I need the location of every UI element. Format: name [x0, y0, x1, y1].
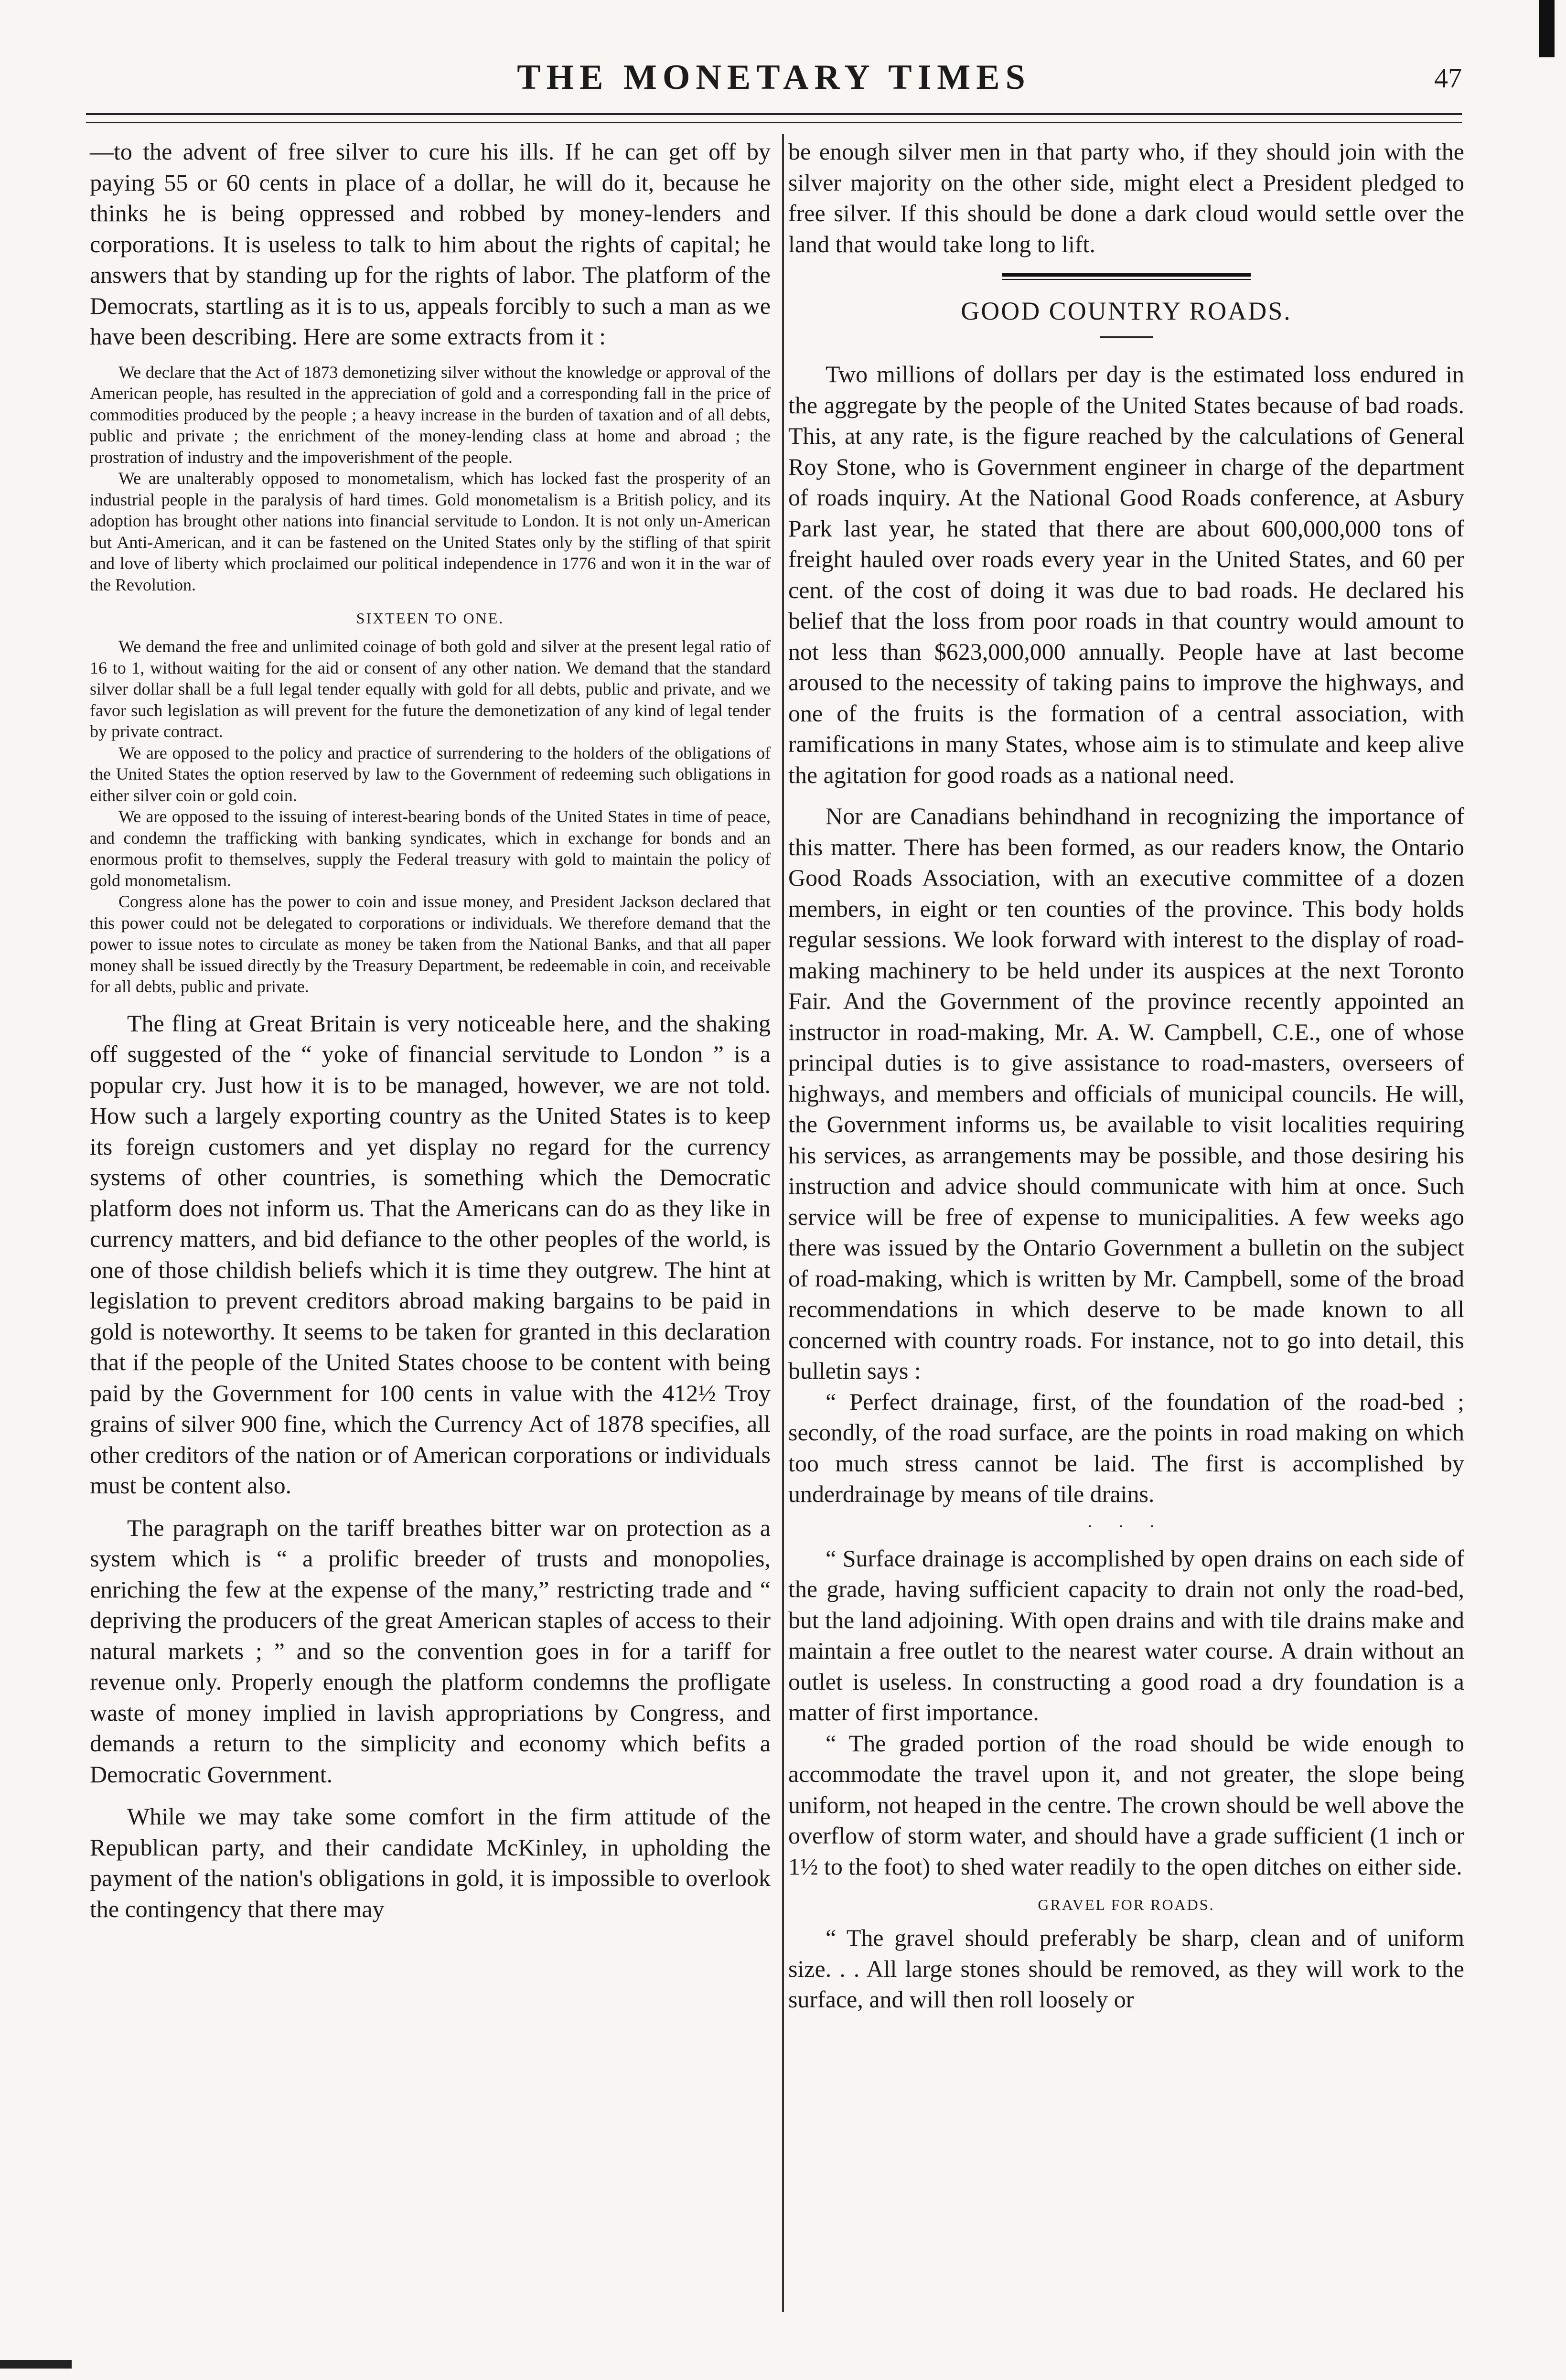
ornament-thick-rule — [1002, 273, 1251, 277]
page-number: 47 — [1434, 63, 1462, 94]
platform-quote-5: We are opposed to the issuing of interest-bearing bonds of the United States in time of peace, and condemn the trafficking with banking syndicates, which in exchange for bonds and an enormous profit to themselves, supply the Federal treasury with gold to maintain the policy of gold monometalism. — [90, 807, 771, 890]
column-divider — [782, 134, 784, 2312]
header-rule-thick — [86, 113, 1462, 115]
paragraph-canadians: Nor are Canadians behindhand in recognizing the importance of this matter. There has been formed, as our readers know, the Ontario Good Roads Association, with an executive committee of a dozen members, in eight or ten counties of the province. This body holds regular sessions. We look forward with interest to the display of road-making machinery to be held under its auspices at the next Toronto Fair. And the Government of the province recently appointed an instructor in road-making, Mr. A. W. Campbell, C.E., one of whose principal duties is to give assistance to road-masters, overseers of highways, and members and officials of municipal councils. He will, the Government informs us, be available to visit localities requiring his services, as arrangements may be possible, and those desiring his instruction and advice should communicate with him at once. Such service will be free of expense to municipalities. A few weeks ago there was issued by the Ontario Government a bulletin on the subject of road-making, which is written by Mr. Campbell, some of the broad recommendations in which deserve to be made known to all concerned with country roads. For instance, not to go into detail, this bulletin says : — [788, 803, 1464, 1384]
bulletin-quote-4: “ The gravel should preferably be sharp, clean and of uniform size. . . All large stones should be removed, as they will work to the surface, and will then roll loosely or — [788, 1924, 1464, 2013]
subhead-gravel-for-roads: GRAVEL FOR ROADS. — [1038, 1896, 1215, 1913]
bulletin-quote-1: “ Perfect drainage, first, of the foundation of the road-bed ; secondly, of the road surface, are the points in road making on which too much stress cannot be laid. The first is accomplished by underdrainage by means of tile drains. — [788, 1388, 1464, 1507]
platform-quote-3: We demand the free and unlimited coinage of both gold and silver at the present legal ratio of 16 to 1, without waiting for the aid or consent of any other nation. We demand that the standard silver dollar shall be a full legal tender equally with gold for all debts, public and private, and we favor such legislation as will prevent for the future the demonetization of any kind of legal tender by private contract. — [90, 637, 771, 741]
right-column — [788, 136, 1464, 2015]
bulletin-quote-2: “ Surface drainage is accomplished by open drains on each side of the grade, having sufficient capacity to drain not only the road-bed, but the land adjoining. With open drains and with tile drains make and maintain a free outlet to the nearest water course. A drain without an outlet is useless. In constructing a good road a dry foundation is a matter of first importance. — [788, 1544, 1464, 1726]
header-rule-thin — [86, 122, 1462, 123]
title-underline — [1100, 336, 1153, 338]
ellipsis-dots: · · · — [1087, 1516, 1166, 1536]
paragraph-intro: —to the advent of free silver to cure his ills. If he can get off by paying 55 or 60 cents in place of a dollar, he will do it, because he thinks he is being oppressed and robbed by money-lenders and corporations. It is useless to talk to him about the rights of capital; he answers that by standing up for the rights of labor. The platform of the Democrats, startling as it is to us, appeals forcibly to such a man as we have been describing. Here are some extracts from it : — [90, 138, 771, 350]
platform-quote-6: Congress alone has the power to coin and issue money, and President Jackson declared that this power could not be delegated to corporations or individuals. We therefore demand that the power to issue notes to circulate as money be taken from the National Banks, and that all paper money shall be issued directly by the Treasury Department, be redeemable in coin, and receivable for all debts, public and private. — [90, 892, 771, 996]
section-ornament — [1002, 273, 1251, 280]
platform-quote-1: We declare that the Act of 1873 demonetizing silver without the knowledge or approval of the American people, has resulted in the appreciation of gold and a corresponding fall in the price of commodities produced by the people ; a heavy increase in the burden of taxation and of all debts, public and private ; the enrichment of the money-lending class at home and abroad ; the prostration of industry and the impoverishment of the people. — [90, 362, 771, 467]
page-edge-mark — [1539, 0, 1555, 57]
paragraph-continued: be enough silver men in that party who, if they should join with the silver majority on the other side, might elect a President pledged to free silver. If this should be done a dark cloud would settle over the land that would take long to lift. — [788, 138, 1464, 257]
paragraph-republican: While we may take some comfort in the firm attitude of the Republican party, and their candidate McKinley, in upholding the payment of the nation's obligations in gold, it is impossible to overlook the contingency that there may — [90, 1803, 771, 1922]
platform-quote-4: We are opposed to the policy and practice of surrendering to the holders of the obligations of the United States the option reserved by law to the Government of redeeming such obligations in either silver coin or gold coin. — [90, 743, 771, 805]
page-header — [86, 57, 1462, 115]
paragraph-great-britain: The fling at Great Britain is very noticeable here, and the shaking off suggested of the “ yoke of financial servitude to London ” is a popular cry. Just how it is to be managed, however, we are not told. How such a largely exporting country as the United States is to keep its foreign customers and yet display no regard for the currency systems of other countries, is something which the Democratic platform does not inform us. That the Americans can do as they like in currency matters, and bid defiance to the other peoples of the world, is one of those childish beliefs which it is time they outgrew. The hint at legislation to prevent creditors abroad making bargains to be paid in gold is noteworthy. It seems to be taken for granted in this declaration that if the people of the United States choose to be content with being paid by the Government for 100 cents in value with the 412½ Troy grains of silver 900 fine, which the Currency Act of 1878 specifies, all other creditors of the nation or of American corporations or individuals must be content also. — [90, 1009, 771, 1499]
platform-quote-2: We are unalterably opposed to monometalism, which has locked fast the prosperity of an industrial people in the paralysis of hard times. Gold monometalism is a British policy, and its adoption has brought other nations into financial servitude to London. It is not only un-American but Anti-American, and it can be fastened on the United States only by the stifling of that spirit and love of liberty which proclaimed our political independence in 1776 and won it in the war of the Revolution. — [90, 469, 771, 594]
bottom-edge-mark — [0, 2360, 72, 2369]
paragraph-road-loss: Two millions of dollars per day is the estimated loss endured in the aggregate by the people of the United States because of bad roads. This, at any rate, is the figure reached by the calculations of General Roy Stone, who is Government engineer in charge of the department of roads inquiry. At the National Good Roads conference, at Asbury Park last year, he stated that there are about 600,000,000 tons of freight hauled over roads every year in the United States, and 60 per cent. of the cost of doing it was due to bad roads. He declared his belief that the loss from poor roads in that country would amount to not less than $623,000,000 annually. People have at last become aroused to the necessity of taking pains to improve the highways, and one of the fruits is the formation of a central association, with ramifications in many States, whose aim is to stimulate and keep alive the agitation for good roads as a national need. — [788, 361, 1464, 788]
section-title-good-roads: GOOD COUNTRY ROADS. — [961, 297, 1292, 325]
paragraph-tariff: The paragraph on the tariff breathes bitter war on protection as a system which is “ a prolific breeder of trusts and monopolies, enriching the few at the expense of the many,” restricting trade and “ depriving the producers of the great American staples of access to their natural markets ; ” and so the convention goes in for a tariff for revenue only. Properly enough the platform condemns the profligate waste of money implied in lavish appropriations by Congress, and demands a return to the simplicity and economy which befits a Democratic Government. — [90, 1514, 771, 1788]
subhead-sixteen-to-one: SIXTEEN TO ONE. — [356, 610, 504, 627]
bulletin-quote-3: “ The graded portion of the road should be wide enough to accommodate the travel upon it, and not greater, the slope being uniform, not heaped in the centre. The crown should be well above the overflow of storm water, and should have a grade sufficient (1 inch or 1½ to the foot) to shed water readily to the open ditches on either side. — [788, 1729, 1464, 1880]
masthead-title: THE MONETARY TIMES — [517, 58, 1031, 97]
ornament-thin-rule — [1002, 279, 1251, 280]
left-column — [90, 136, 771, 1924]
